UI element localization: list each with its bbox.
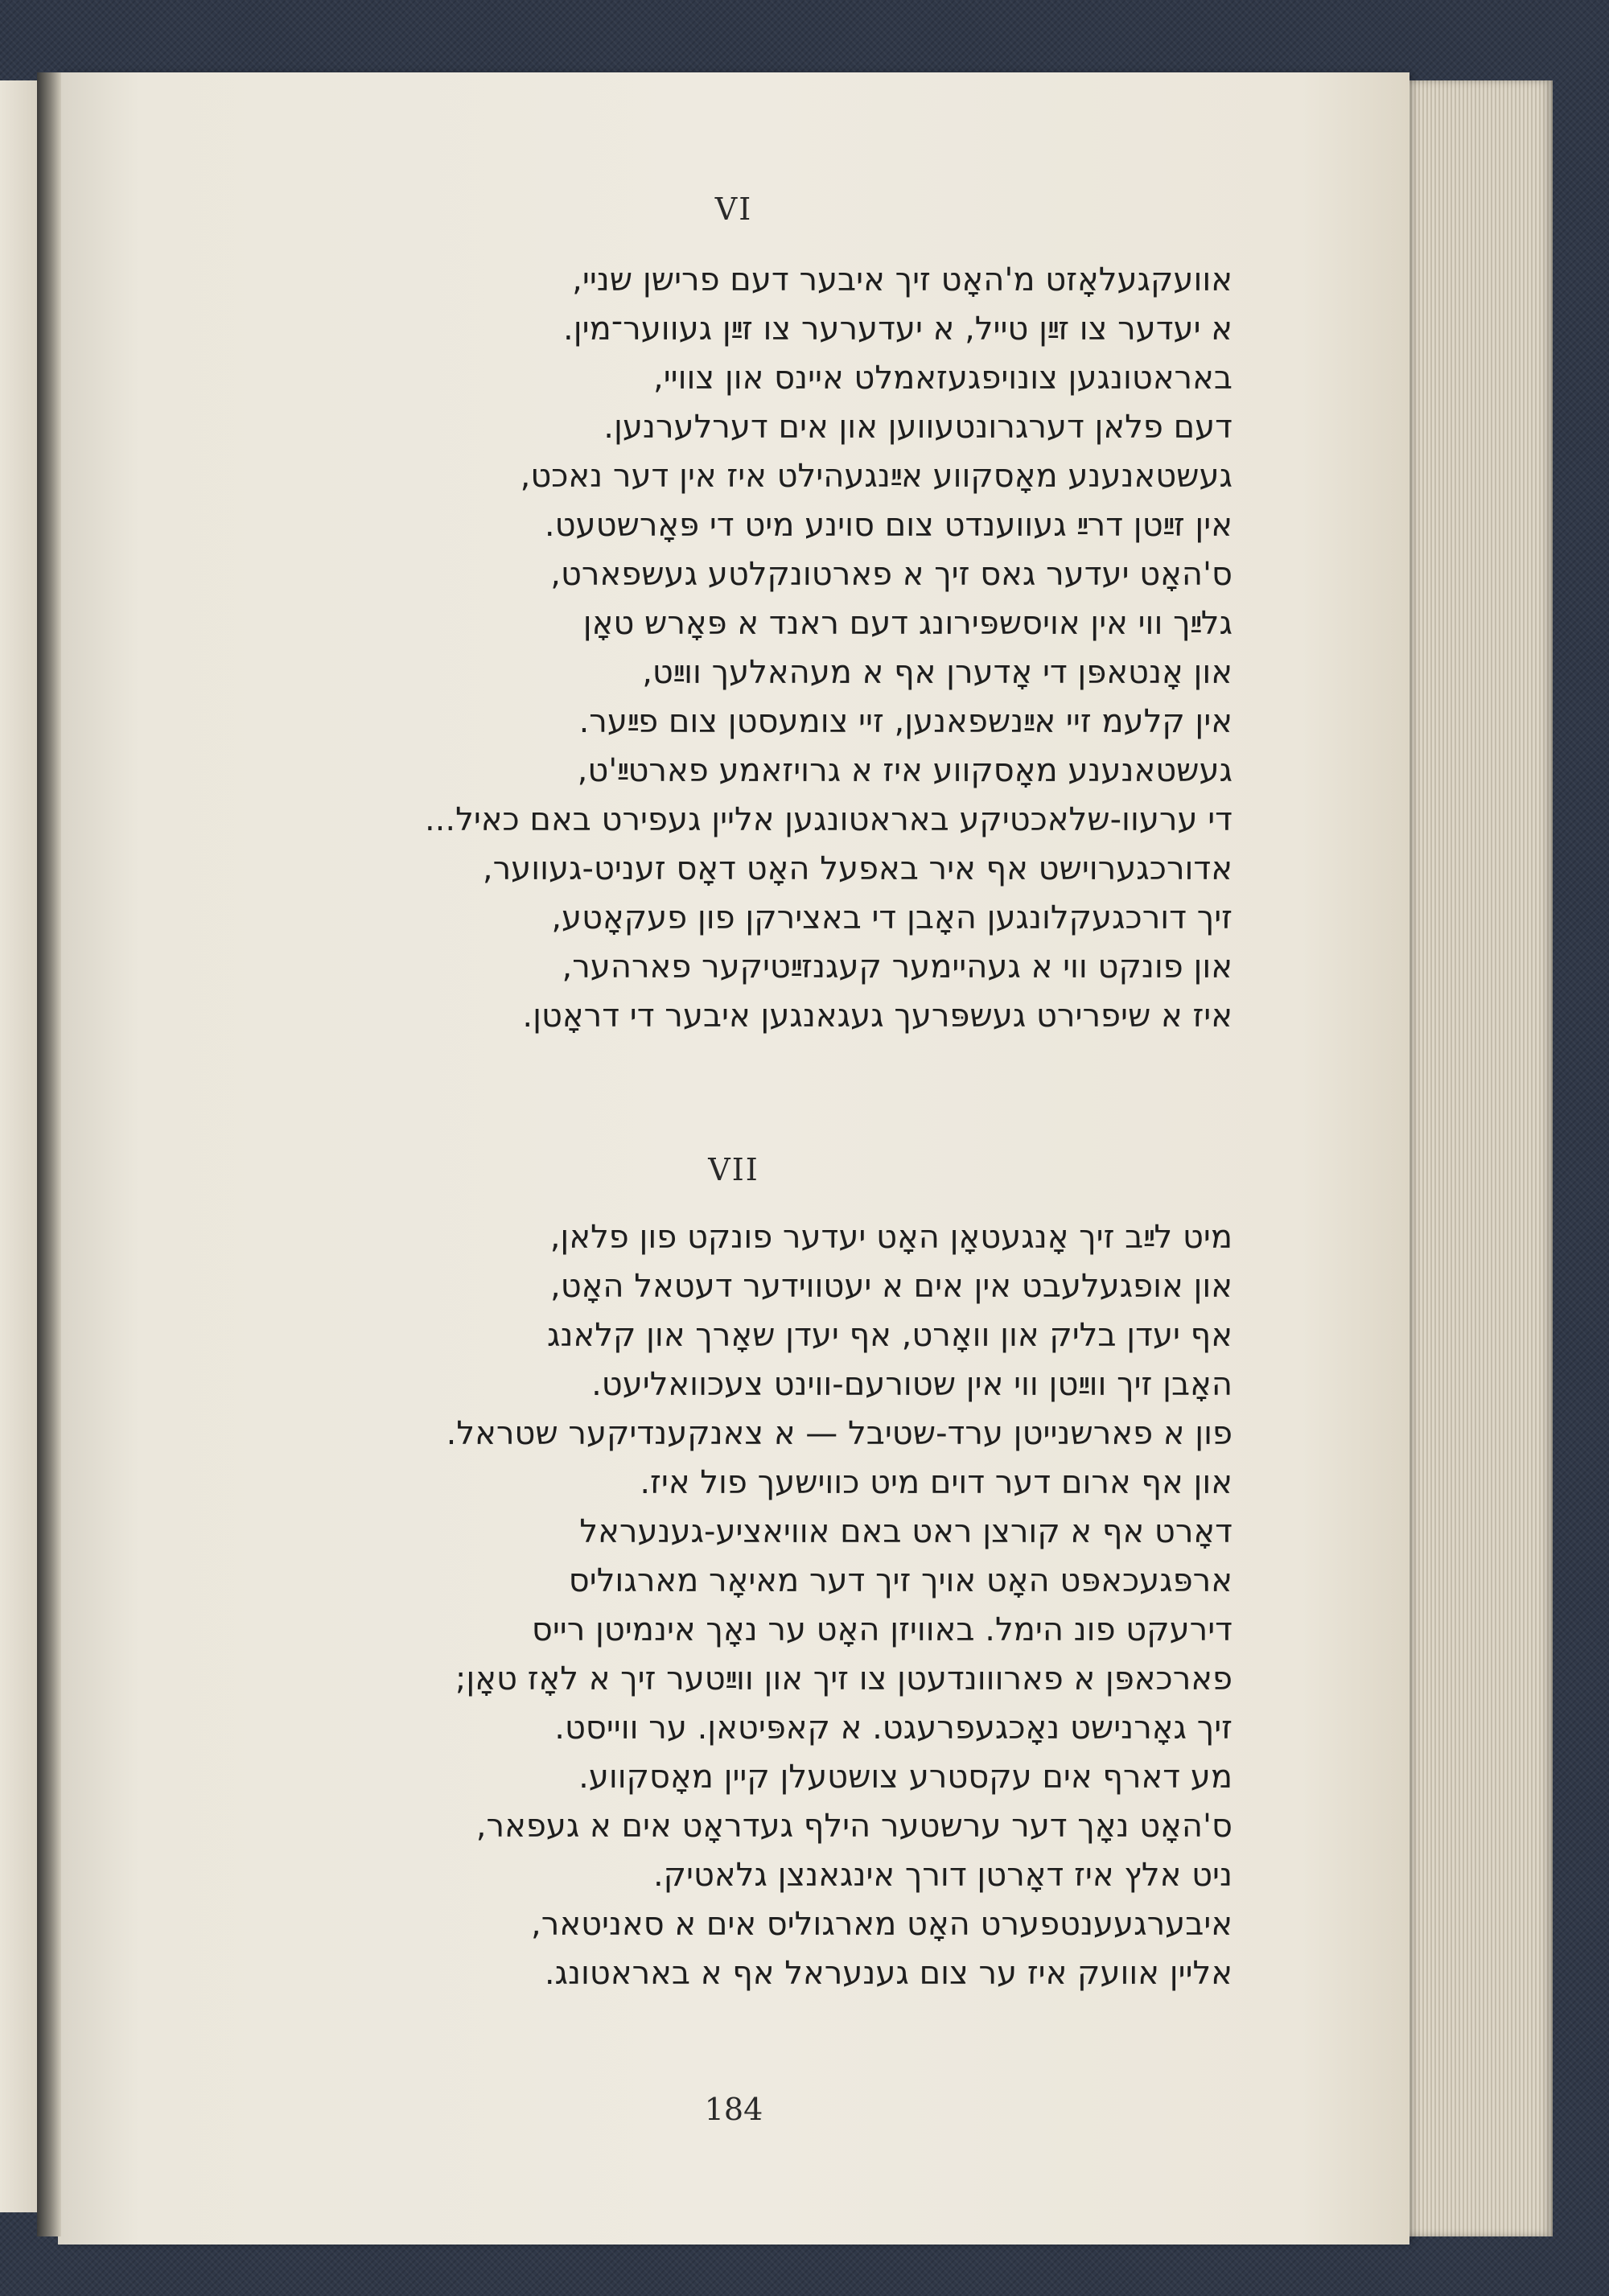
poem-line: ניט אלץ איז דאָרטן דורך אינגאנצן גלאטיק.	[652, 1857, 1232, 1894]
section-numeral-vii: VII	[708, 1152, 759, 1187]
book-gutter	[37, 72, 61, 2236]
poem-line: פארכאפּן א פארווונדעטן צו זיך און ווײַטער זיך א לאָז טאָן;	[455, 1660, 1232, 1697]
poem-line: ארפּגעכאפּט האָט אויך זיך דער מאיאָר מארגוליס	[568, 1562, 1232, 1599]
poem-line: געשטאנענע מאָסקווע איז א גרויזאמע פארטײַ'ט,	[577, 752, 1232, 789]
poem-line: א יעדער צו זײַן טייל, א יעדערער צו זײַן געווער־מין.	[563, 311, 1232, 348]
poem-line: באראטונגען צונויפגעזאמלט איינס און צוויי,	[653, 360, 1232, 397]
poem-line: אדורכגערוישט אף איר באפעל האָט דאָס זעניט-געווער,	[482, 850, 1232, 887]
poem-line: זיך גאָרנישט נאָכגעפרעגט. א קאפּיטאן. ער ווייסט.	[554, 1710, 1232, 1747]
poem-line: אוועקגעלאָזט מ'האָט זיך איבער דעם פרישן שניי,	[572, 261, 1232, 298]
poem-line: גלײַך ווי אין אויסשפּירונג דעם ראנד א פּאָרש טאָן	[582, 605, 1232, 642]
poem-line: דאָרט אף א קורצן ראט באם אוויאציע-גענעראל	[579, 1513, 1232, 1550]
poem-line: מיט לײַב זיך אָנגעטאָן האָט יעדער פונקט פון פלאן,	[549, 1219, 1232, 1256]
poem-line: און אָנטאפּן די אָדערן אף א מעהאלעך ווײַט,	[642, 654, 1232, 691]
book-page	[58, 72, 1409, 2245]
page-number: 184	[704, 2092, 763, 2127]
poem-line: האָבן זיך ווײַטן ווי אין שטורעם-ווינט צעכוואליעט.	[591, 1366, 1232, 1403]
poem-line: אין זײַטן דרײַ געווענדט צום סוינע מיט די פּאָרשטעט.	[544, 507, 1232, 544]
poem-line: און אף ארום דער דוים מיט כווישעך פול איז.	[640, 1464, 1232, 1501]
poem-section-vii	[235, 1213, 1232, 1998]
poem-line: אין קלעמ זיי אײַנשפאנען, זיי צומעסטן צום פײַער.	[578, 703, 1232, 740]
poem-line: איבערגעענטפערט האָט מארגוליס אים א סאניטאר,	[531, 1906, 1232, 1943]
poem-line: געשטאנענע מאָסקווע אײַנגעהילט איז אין דער נאכט,	[520, 458, 1232, 495]
section-numeral-vi: VI	[714, 191, 753, 227]
poem-line: ס'האָט נאָך דער ערשטער הילף געדראָט אים א געפאר,	[475, 1808, 1232, 1845]
facing-page-edge	[0, 80, 37, 2212]
poem-line: מע דארף אים עקסטרע צושטעלן קיין מאָסקווע.	[578, 1759, 1232, 1796]
poem-line: פון א פארשנייטן ערד-שטיבל — א צאנקענדיקער שטראל.	[446, 1415, 1232, 1452]
poem-line: דירעקט פונ הימל. באוויזן האָט ער נאָך אינמיטן רייס	[531, 1611, 1232, 1648]
poem-line: אף יעדן בליק און וואָרט, אף יעדן שאָרך און קלאנג	[546, 1317, 1232, 1354]
poem-line: דעם פלאן דערגרונטעווען און אים דערלערנען.	[603, 409, 1232, 446]
poem-line: די ערעוו-שלאכטיקע באראטונגען אליין געפירט באם כאיל...	[424, 801, 1232, 838]
poem-line: זיך דורכגעקלונגען האָבן די באצירקן פון פעקאָטע,	[551, 899, 1232, 936]
poem-line: און אופגעלעבט אין אים א יעטווידער דעטאל האָט,	[550, 1268, 1232, 1305]
poem-line: און פונקט ווי א געהיימער קעגנזײַטיקער פארהער,	[562, 948, 1232, 985]
poem-section-vi	[235, 256, 1232, 1041]
poem-line: אליין אוועק איז ער צום גענעראל אף א באראטונג.	[544, 1955, 1232, 1992]
poem-line: איז א שיפרירט געשפּרעך געגאנגען איבער די דראָטן.	[522, 998, 1232, 1035]
poem-line: ס'האָט יעדער גאס זיך א פארטונקלטע געשפארט,	[550, 556, 1232, 593]
